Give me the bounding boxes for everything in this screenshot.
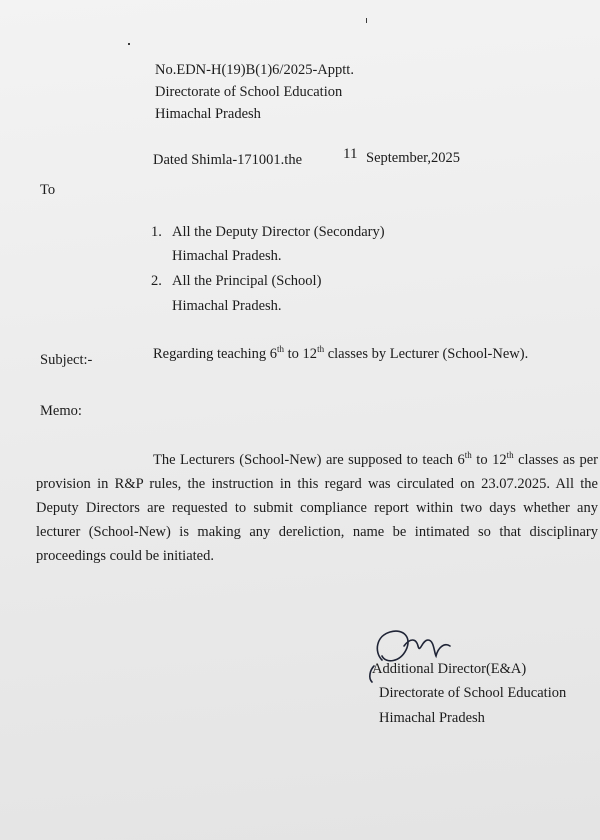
reference-number: No.EDN-H(19)B(1)6/2025-Apptt.	[155, 62, 354, 78]
signatory-state: Himachal Pradesh	[379, 710, 485, 726]
dated-day-handwritten: 11	[343, 146, 358, 162]
scan-mark	[366, 18, 367, 23]
body-part: The Lecturers (School-New) are supposed to teach 6	[153, 452, 465, 468]
scan-mark	[128, 43, 130, 45]
dated-place: Dated Shimla-171001.the	[153, 152, 303, 168]
recipient-number: 2.	[151, 273, 162, 289]
subject-part: to 12	[284, 346, 318, 362]
subject-text	[153, 344, 529, 362]
to-label: To	[40, 182, 56, 198]
subject-superscript: th	[317, 344, 325, 355]
header-directorate: Directorate of School Education	[155, 84, 343, 100]
subject-part: classes by Lecturer (School-New).	[324, 346, 529, 362]
body-part: to 12	[471, 452, 507, 468]
subject-part: Regarding teaching 6	[153, 346, 278, 362]
recipient-line: Himachal Pradesh.	[172, 298, 282, 314]
subject-label: Subject:-	[40, 352, 93, 368]
signatory-designation: Additional Director(E&A)	[372, 661, 527, 677]
memo-label: Memo:	[40, 403, 82, 419]
recipient-line: All the Principal (School)	[172, 273, 322, 289]
recipient-line: All the Deputy Director (Secondary)	[172, 224, 385, 240]
recipient-number: 1.	[151, 224, 162, 240]
body-part: classes as per provision in R&P rules, the instruction in this regard was circulated on 23.07.2025. All the Deputy Directors are requested to submit compliance report within two days whether any lecturer (School-New) is making any dereliction, name be intimated so that disciplinary proceedings could be initiated.	[36, 452, 598, 564]
handwritten-signature	[360, 612, 470, 692]
memo-body-paragraph	[36, 448, 598, 568]
recipient-line: Himachal Pradesh.	[172, 248, 282, 264]
body-superscript: th	[506, 450, 514, 461]
subject-superscript: th	[277, 344, 285, 355]
dated-month-year: September,2025	[366, 150, 461, 166]
header-state: Himachal Pradesh	[155, 106, 261, 122]
signatory-directorate: Directorate of School Education	[379, 685, 567, 701]
body-superscript: th	[464, 450, 472, 461]
